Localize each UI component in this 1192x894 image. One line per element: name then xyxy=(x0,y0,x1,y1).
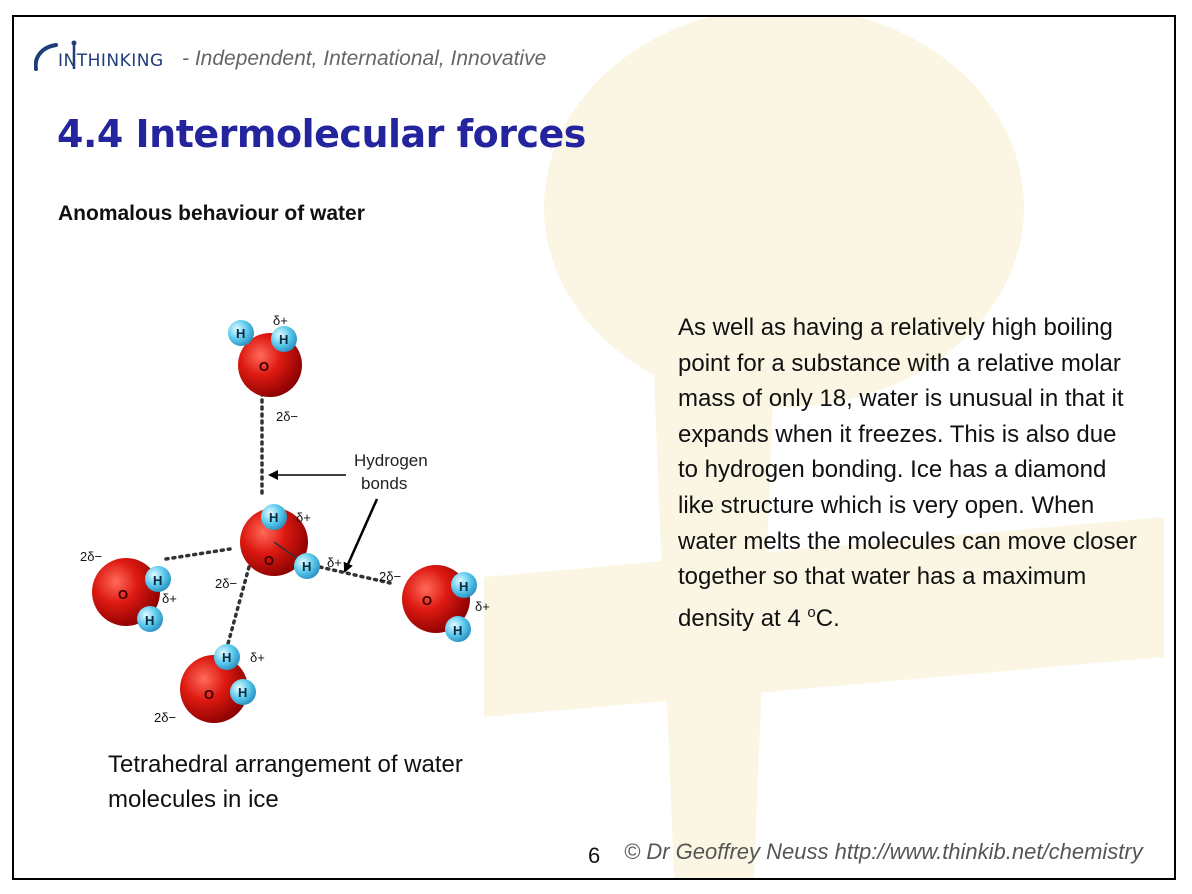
atom-label: H xyxy=(238,685,248,700)
partial-charge-label: 2δ− xyxy=(379,569,402,584)
label-arrow xyxy=(345,499,377,571)
partial-charge-label: 2δ− xyxy=(215,576,238,591)
section-subtitle: Anomalous behaviour of water xyxy=(58,202,365,225)
atom-label: H xyxy=(236,326,246,341)
atom-label: H xyxy=(153,573,163,588)
partial-charge-label: δ+ xyxy=(250,650,265,665)
partial-charge-label: 2δ− xyxy=(80,549,103,564)
slide xyxy=(12,15,1176,880)
atom-label: H xyxy=(145,613,155,628)
page-title: 4.4 Intermolecular forces xyxy=(57,112,586,156)
body-unit: C. xyxy=(815,604,840,632)
atom-label: H xyxy=(453,623,463,638)
partial-charge-label: δ+ xyxy=(273,313,288,328)
atom-label: H xyxy=(269,510,279,525)
atom-label: H xyxy=(222,650,232,665)
brand-name: INTHINKING xyxy=(58,51,164,71)
atom-label: H xyxy=(302,559,312,574)
body-text: As well as having a relatively high boiling point for a substance with a relative molar mass of only 18, water is unusual in that it expands when it freezes. This is also due to hydrogen bonding. Ice has a diamond like structure which is very open. When water melts the molecules can move closer together so that water has a maximum density at 4 xyxy=(678,314,1137,632)
atom-label: O xyxy=(264,553,275,568)
copyright-footer: © Dr Geoffrey Neuss http://www.thinkib.net/chemistry xyxy=(624,839,1143,864)
water-molecule-bottom xyxy=(154,644,265,725)
body-paragraph xyxy=(678,310,1138,636)
partial-charge-label: 2δ− xyxy=(154,710,177,725)
partial-charge-label: δ+ xyxy=(327,555,342,570)
atom-label: O xyxy=(259,359,270,374)
water-molecule-center xyxy=(215,504,342,591)
hydrogen-bonds-label: Hydrogen xyxy=(354,451,428,470)
diagram-caption: Tetrahedral arrangement of water molecules in ice xyxy=(108,751,463,813)
page-number: 6 xyxy=(588,843,601,868)
partial-charge-label: 2δ− xyxy=(276,409,299,424)
degree-superscript: o xyxy=(807,603,816,621)
atom-label: O xyxy=(204,687,215,702)
partial-charge-label: δ+ xyxy=(296,510,311,525)
brand-tagline: - Independent, International, Innovative xyxy=(182,47,547,70)
partial-charge-label: δ+ xyxy=(162,591,177,606)
water-tetrahedral-diagram xyxy=(54,297,504,737)
atom-label: H xyxy=(459,579,469,594)
atom-label: O xyxy=(118,587,129,602)
atom-label: O xyxy=(422,593,433,608)
atom-label: H xyxy=(279,332,289,347)
hydrogen-bonds-label: bonds xyxy=(361,474,408,493)
water-molecule-top xyxy=(228,313,302,424)
partial-charge-label: δ+ xyxy=(475,599,490,614)
water-molecule-left xyxy=(80,549,177,632)
water-molecule-right xyxy=(379,565,490,642)
